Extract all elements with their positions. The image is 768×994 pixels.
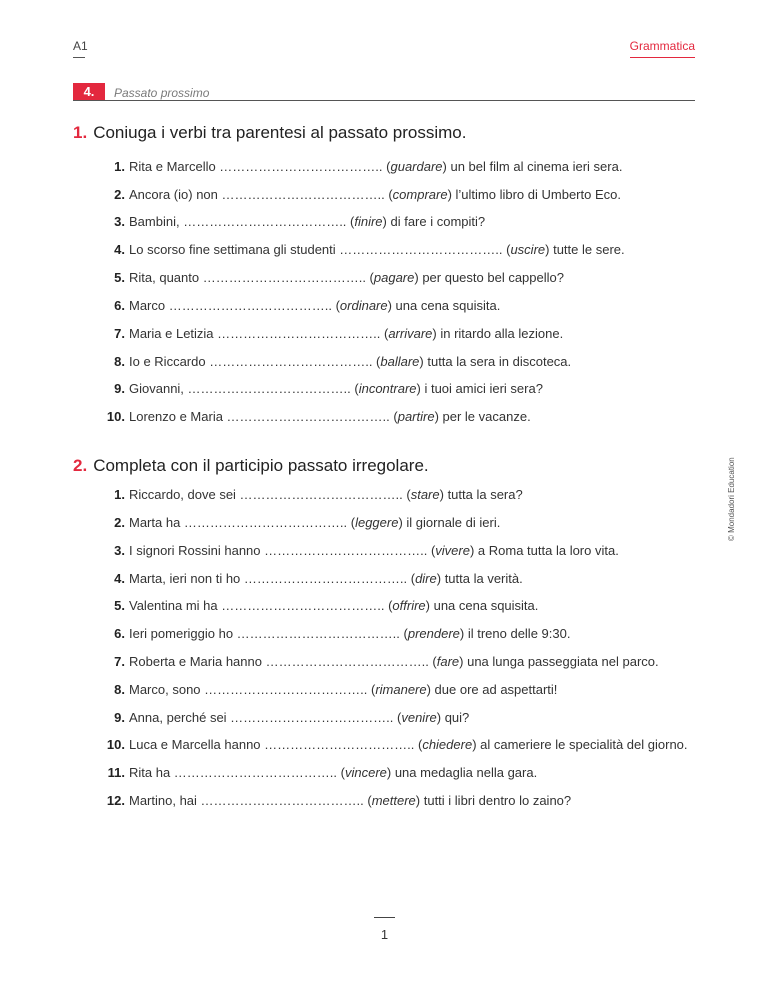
item-verb: vincere xyxy=(344,765,387,780)
unit-title: Passato prossimo xyxy=(114,86,210,100)
item-text-end: ) qui? xyxy=(436,710,470,725)
exercise-item xyxy=(73,571,703,586)
exercise-item xyxy=(73,187,703,202)
item-text: Martino, hai ……………………………….. ( xyxy=(129,793,372,808)
item-text-end: ) una cena squisita. xyxy=(387,298,501,313)
item-number: 7. xyxy=(114,326,125,341)
exercise-item xyxy=(73,710,703,725)
exercise-item xyxy=(73,354,703,369)
exercise-item xyxy=(73,381,703,396)
item-text: Riccardo, dove sei ……………………………….. ( xyxy=(129,487,411,502)
item-text: Rita ha ……………………………….. ( xyxy=(129,765,345,780)
exercise-item xyxy=(73,298,703,313)
exercise-2-title xyxy=(73,456,429,476)
exercise-item xyxy=(73,626,703,641)
item-text-end: ) una medaglia nella gara. xyxy=(386,765,538,780)
item-verb: mettere xyxy=(371,793,416,808)
item-number: 2. xyxy=(114,515,125,530)
item-verb: incontrare xyxy=(358,381,417,396)
exercise-item xyxy=(73,793,703,808)
item-number: 11. xyxy=(107,765,125,780)
item-number: 6. xyxy=(114,626,125,641)
item-text: Rita e Marcello ……………………………….. ( xyxy=(129,159,391,174)
exercise-item xyxy=(73,737,703,752)
item-number: 7. xyxy=(114,654,125,669)
item-text-end: ) un bel film al cinema ieri sera. xyxy=(442,159,623,174)
item-text-end: ) il treno delle 9:30. xyxy=(459,626,571,641)
item-text: Marta, ieri non ti ho ……………………………….. ( xyxy=(129,571,416,586)
item-text: I signori Rossini hanno ……………………………….. ( xyxy=(129,543,436,558)
item-verb: ordinare xyxy=(339,298,388,313)
exercise-2-instruction: Completa con il participio passato irregolare. xyxy=(93,456,429,475)
item-text-end: ) una cena squisita. xyxy=(425,598,539,613)
exercise-item xyxy=(73,409,703,424)
item-verb: leggere xyxy=(355,515,399,530)
item-text: Marta ha ……………………………….. ( xyxy=(129,515,356,530)
topic-label: Grammatica xyxy=(629,39,695,53)
item-text-end: ) in ritardo alla lezione. xyxy=(432,326,564,341)
exercise-1-number: 1. xyxy=(73,123,88,142)
exercise-1-instruction: Coniuga i verbi tra parentesi al passato prossimo. xyxy=(93,123,467,142)
item-text: Ieri pomeriggio ho ……………………………….. ( xyxy=(129,626,408,641)
item-text-end: ) tutta la sera? xyxy=(439,487,523,502)
item-number: 4. xyxy=(114,571,125,586)
item-text-end: ) il giornale di ieri. xyxy=(398,515,501,530)
exercise-item xyxy=(73,270,703,285)
item-verb: prendere xyxy=(407,626,460,641)
item-number: 1. xyxy=(114,159,125,174)
item-verb: fare xyxy=(436,654,460,669)
item-text: Ancora (io) non ……………………………….. ( xyxy=(129,187,393,202)
item-number: 5. xyxy=(114,270,125,285)
item-verb: partire xyxy=(397,409,435,424)
item-verb: stare xyxy=(410,487,440,502)
exercise-item xyxy=(73,159,703,174)
item-text: Marco ……………………………….. ( xyxy=(129,298,340,313)
item-text-end: ) tutta la sera in discoteca. xyxy=(419,354,572,369)
item-text: Maria e Letizia ……………………………….. ( xyxy=(129,326,389,341)
item-verb: offrire xyxy=(392,598,426,613)
item-number: 9. xyxy=(114,381,125,396)
item-text: Rita, quanto ……………………………….. ( xyxy=(129,270,374,285)
item-verb: guardare xyxy=(390,159,443,174)
item-text-end: ) tutta la verità. xyxy=(436,571,523,586)
item-text: Lo scorso fine settimana gli studenti ……………………………….. ( xyxy=(129,242,511,257)
item-number: 8. xyxy=(114,354,125,369)
exercise-item xyxy=(73,326,703,341)
item-text: Valentina mi ha ……………………………….. ( xyxy=(129,598,393,613)
exercise-item xyxy=(73,765,703,780)
item-number: 12. xyxy=(106,793,125,808)
item-text-end: ) tutte le sere. xyxy=(545,242,625,257)
item-text: Luca e Marcella hanno …………………………….. ( xyxy=(129,737,423,752)
item-text-end: ) due ore ad aspettarti! xyxy=(426,682,558,697)
item-number: 6. xyxy=(114,298,125,313)
item-number: 3. xyxy=(114,214,125,229)
exercise-item xyxy=(73,242,703,257)
item-number: 2. xyxy=(114,187,125,202)
exercise-item xyxy=(73,654,703,669)
exercise-item xyxy=(73,515,703,530)
item-text-end: ) una lunga passeggiata nel parco. xyxy=(459,654,659,669)
exercise-item xyxy=(73,543,703,558)
item-text: Io e Riccardo ……………………………….. ( xyxy=(129,354,381,369)
page-number: 1 xyxy=(380,927,389,942)
page-number-rule xyxy=(374,917,395,918)
exercise-item xyxy=(73,682,703,697)
item-text-end: ) i tuoi amici ieri sera? xyxy=(416,381,543,396)
item-text-end: ) per questo bel cappello? xyxy=(414,270,564,285)
item-verb: arrivare xyxy=(388,326,433,341)
item-text: Anna, perché sei ……………………………….. ( xyxy=(129,710,402,725)
level-label: A1 xyxy=(73,39,88,53)
item-number: 8. xyxy=(114,682,125,697)
item-text: Marco, sono ……………………………….. ( xyxy=(129,682,376,697)
item-verb: comprare xyxy=(392,187,448,202)
item-text-end: ) al cameriere le specialità del giorno. xyxy=(472,737,688,752)
exercise-item xyxy=(73,214,703,229)
item-text-end: ) di fare i compiti? xyxy=(382,214,486,229)
item-number: 1. xyxy=(114,487,125,502)
copyright-credit: © Mondadori Education xyxy=(727,457,736,541)
item-verb: vivere xyxy=(435,543,470,558)
item-verb: dire xyxy=(415,571,437,586)
item-text-end: ) per le vacanze. xyxy=(434,409,531,424)
item-number: 5. xyxy=(114,598,125,613)
item-text-end: ) tutti i libri dentro lo zaino? xyxy=(415,793,572,808)
item-number: 10. xyxy=(106,409,125,424)
item-text: Giovanni, ……………………………….. ( xyxy=(129,381,359,396)
item-verb: chiedere xyxy=(422,737,473,752)
item-text: Roberta e Maria hanno ……………………………….. ( xyxy=(129,654,437,669)
level-underline xyxy=(73,57,85,58)
item-text: Lorenzo e Maria ……………………………….. ( xyxy=(129,409,398,424)
item-number: 10. xyxy=(106,737,125,752)
item-verb: rimanere xyxy=(375,682,427,697)
topic-underline xyxy=(630,57,695,58)
exercise-item xyxy=(73,487,703,502)
item-verb: venire xyxy=(401,710,437,725)
unit-number: 4. xyxy=(73,83,105,100)
item-verb: finire xyxy=(354,214,383,229)
item-number: 9. xyxy=(114,710,125,725)
exercise-2-number: 2. xyxy=(73,456,88,475)
item-verb: uscire xyxy=(510,242,546,257)
item-number: 4. xyxy=(114,242,125,257)
exercise-item xyxy=(73,598,703,613)
item-text-end: ) a Roma tutta la loro vita. xyxy=(469,543,619,558)
exercise-1-title xyxy=(73,123,466,143)
item-text: Bambini, ……………………………….. ( xyxy=(129,214,355,229)
item-verb: ballare xyxy=(380,354,420,369)
item-text-end: ) l’ultimo libro di Umberto Eco. xyxy=(447,187,621,202)
unit-header xyxy=(73,86,695,101)
item-verb: pagare xyxy=(373,270,415,285)
item-number: 3. xyxy=(114,543,125,558)
